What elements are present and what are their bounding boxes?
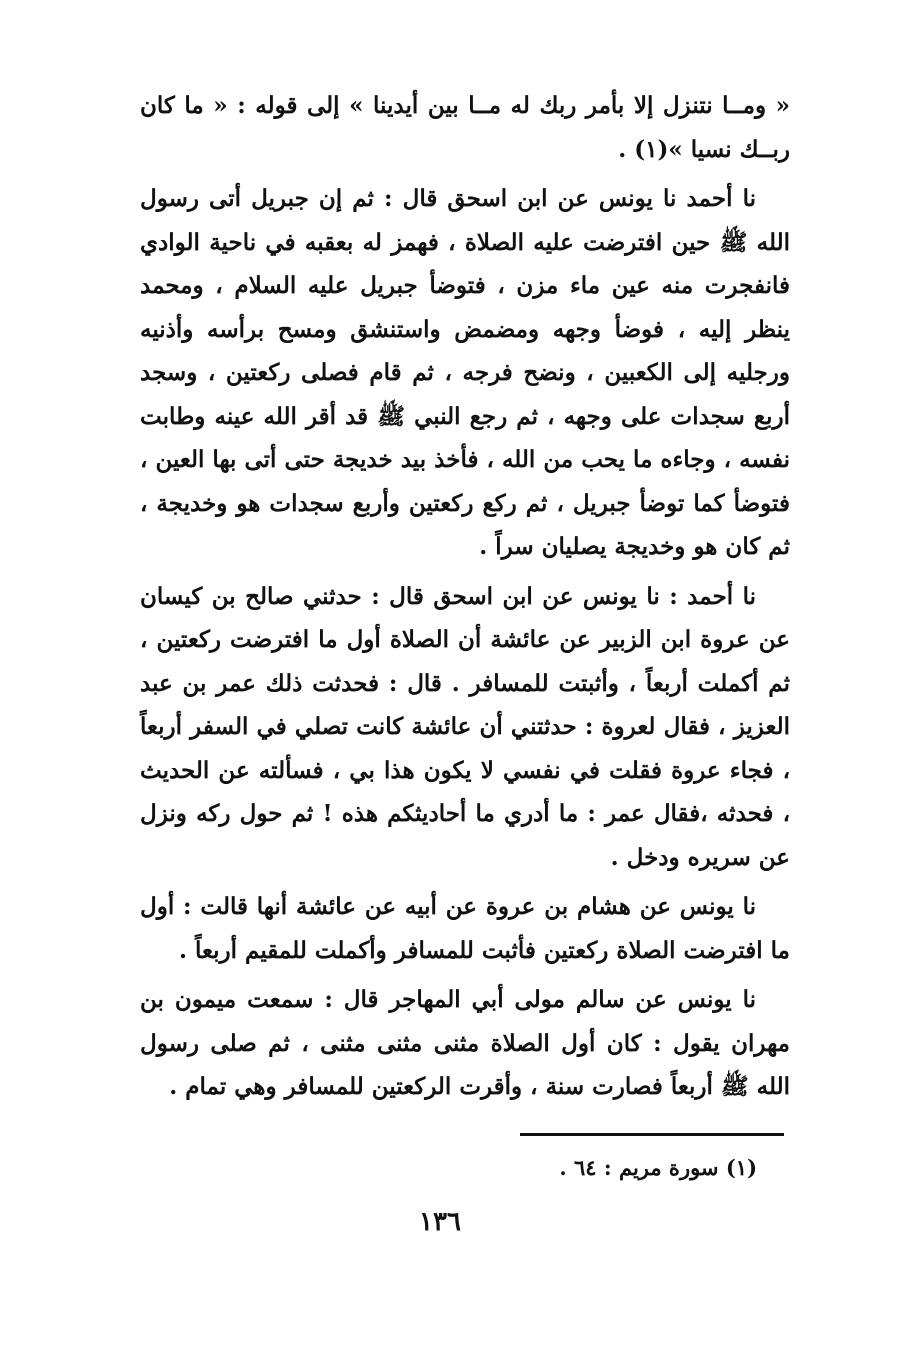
- paragraph-jibril-ablution: نا أحمد نا يونس عن ابن اسحق قال : ثم إن جبريل أتى رسول الله ﷺ حين افترضت عليه الصلاة ، فهمز له بعقبه في ناحية الوادي فانفجرت منه عين ماء مزن ، فتوضأ جبريل عليه السلام ، ومحمد ينظر إليه ، فوضأ وجهه ومضمض واستنشق ومسح برأسه وأذنيه ورجليه إلى الكعبين ، ونضح فرجه ، ثم قام فصلى ركعتين ، وسجد أربع سجدات على وجهه ، ثم رجع النبي ﷺ قد أقر الله عينه وطابت نفسه ، وجاءه ما يحب من الله ، فأخذ بيد خديجة حتى أتى بها العين ، فتوضأ كما توضأ جبريل ، ثم ركع ركعتين وأربع سجدات هو وخديجة ، ثم كان هو وخديجة يصليان سراً .: [140, 185, 790, 560]
- footnote: (١) سورة مريم : ٦٤ .: [559, 1155, 757, 1180]
- paragraph-maymun-hadith: نا يونس عن سالم مولى أبي المهاجر قال : سمعت ميمون بن مهران يقول : كان أول الصلاة مثنى مثنى مثنى ، ثم صلى رسول الله ﷺ أربعاً فصارت سنة ، وأقرت الركعتين للمسافر وهي تمام .: [140, 986, 790, 1100]
- page-number: ١٣٦: [419, 1207, 461, 1237]
- paragraph-aisha-hadith: نا أحمد : نا يونس عن ابن اسحق قال : حدثني صالح بن كيسان عن عروة ابن الزبير عن عائشة أن الصلاة أول ما افترضت ركعتين ، ثم أكملت أربعاً ، وأثبتت للمسافر . قال : فحدثت ذلك عمر بن عبد العزيز ، فقال لعروة : حدثتني أن عائشة كانت تصلي في السفر أربعاً ، فجاء عروة فقلت في نفسي لا يكون هذا بي ، فسألته عن الحديث ، فحدثه ،فقال عمر : ما أدري ما أحاديثكم هذه ! ثم حول ركه ونزل عن سريره ودخل .: [140, 582, 790, 871]
- footnote-divider: [520, 1133, 784, 1136]
- paragraph-hisham-hadith: نا يونس عن هشام بن عروة عن أبيه عن عائشة أنها قالت : أول ما افترضت الصلاة ركعتين فأثبت للمسافر وأكملت للمقيم أربعاً .: [140, 893, 790, 964]
- paragraph-quran-quote: « ومــا نتنزل إلا بأمر ربك له مــا بين أيدينا » إلى قوله : « ما كان ربــك نسيا »(١) .: [140, 92, 790, 163]
- main-text: [140, 84, 790, 1115]
